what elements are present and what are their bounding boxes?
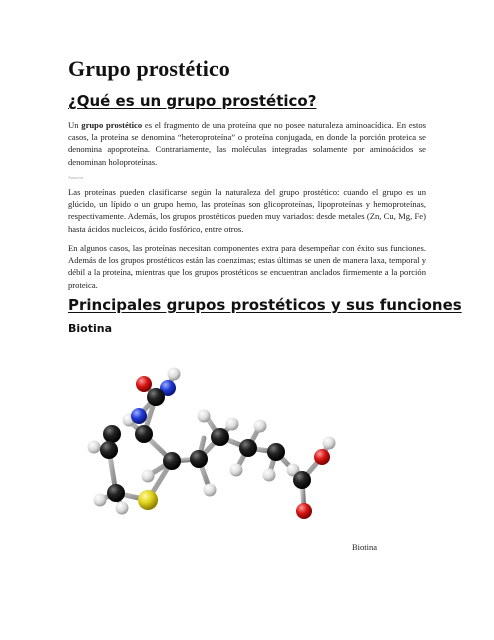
- paragraph-definition-term: grupo prostético: [81, 120, 143, 130]
- atom-carbon: [107, 484, 125, 502]
- paragraph-coenzymes: En algunos casos, las proteínas necesitan componentes extra para desempeñar con éxito sus funciones. Además de los grupos prostéticos están las coenzimas; estas últimas se unen de manera laxa, temporal y débil a la proteína, mientras que los grupos prostéticos se encuentran anclados firmemente a la porción proteica.: [68, 243, 426, 290]
- atom-hydrogen: [204, 484, 217, 497]
- atom-hydrogen: [230, 464, 243, 477]
- atom-carbon: [100, 441, 118, 459]
- atom-hydrogen: [254, 420, 267, 433]
- atom-hydrogen: [263, 469, 276, 482]
- atom-oxygen: [314, 449, 330, 465]
- atom-hydrogen: [116, 502, 129, 515]
- ad-label: Anuncios: [68, 175, 84, 180]
- atom-hydrogen: [88, 441, 101, 454]
- atom-hydrogen: [323, 437, 336, 450]
- atom-nitrogen: [131, 408, 147, 424]
- biotin-molecule-image: [64, 348, 354, 552]
- atom-oxygen: [136, 376, 152, 392]
- section-heading-main-groups: Principales grupos prostéticos y sus funciones: [68, 296, 462, 314]
- atom-carbon: [103, 425, 121, 443]
- atom-carbon: [135, 425, 153, 443]
- atom-hydrogen: [94, 494, 107, 507]
- figure-caption: Biotina: [352, 542, 378, 552]
- atom-carbon: [211, 428, 229, 446]
- atom-oxygen: [296, 503, 312, 519]
- atom-hydrogen: [168, 368, 181, 381]
- paragraph-definition: [68, 119, 426, 168]
- atom-hydrogen: [226, 418, 239, 431]
- atom-carbon: [147, 388, 165, 406]
- atom-carbon: [267, 443, 285, 461]
- subsection-heading-biotin: Biotina: [68, 322, 112, 335]
- atom-carbon: [293, 471, 311, 489]
- page-title: Grupo prostético: [68, 56, 230, 81]
- paragraph-definition-text: es el fragmento de una proteína que no posee naturaleza aminoacídica. En estos casos, la proteína se denomina “heteroproteína” o proteína conjugada, en donde la porción proteica se denomina apoproteína. Contrariamente, las moléculas integradas solamente por aminoácidos se denominan holoproteínas.: [68, 120, 427, 167]
- atom-carbon: [239, 439, 257, 457]
- paragraph-definition-prefix: Un: [68, 120, 82, 130]
- atom-hydrogen: [198, 410, 211, 423]
- atom-carbon: [190, 450, 208, 468]
- paragraph-classification: Las proteínas pueden clasificarse según la naturaleza del grupo prostético: cuando el grupo es un glúcido, un lípido o un grupo hemo, las proteínas son glicoproteínas, lipoproteínas y hemoproteínas, respectivamente. Además, los grupos prostéticos pueden muy variados: desde metales (Zn, Cu, Mg, Fe) hasta ácidos nucleicos, ácido fosfórico, entre otros.: [68, 187, 426, 234]
- section-heading-what-is: ¿Qué es un grupo prostético?: [68, 92, 317, 110]
- atom-sulfur: [138, 490, 158, 510]
- atom-carbon: [163, 452, 181, 470]
- atom-hydrogen: [142, 470, 155, 483]
